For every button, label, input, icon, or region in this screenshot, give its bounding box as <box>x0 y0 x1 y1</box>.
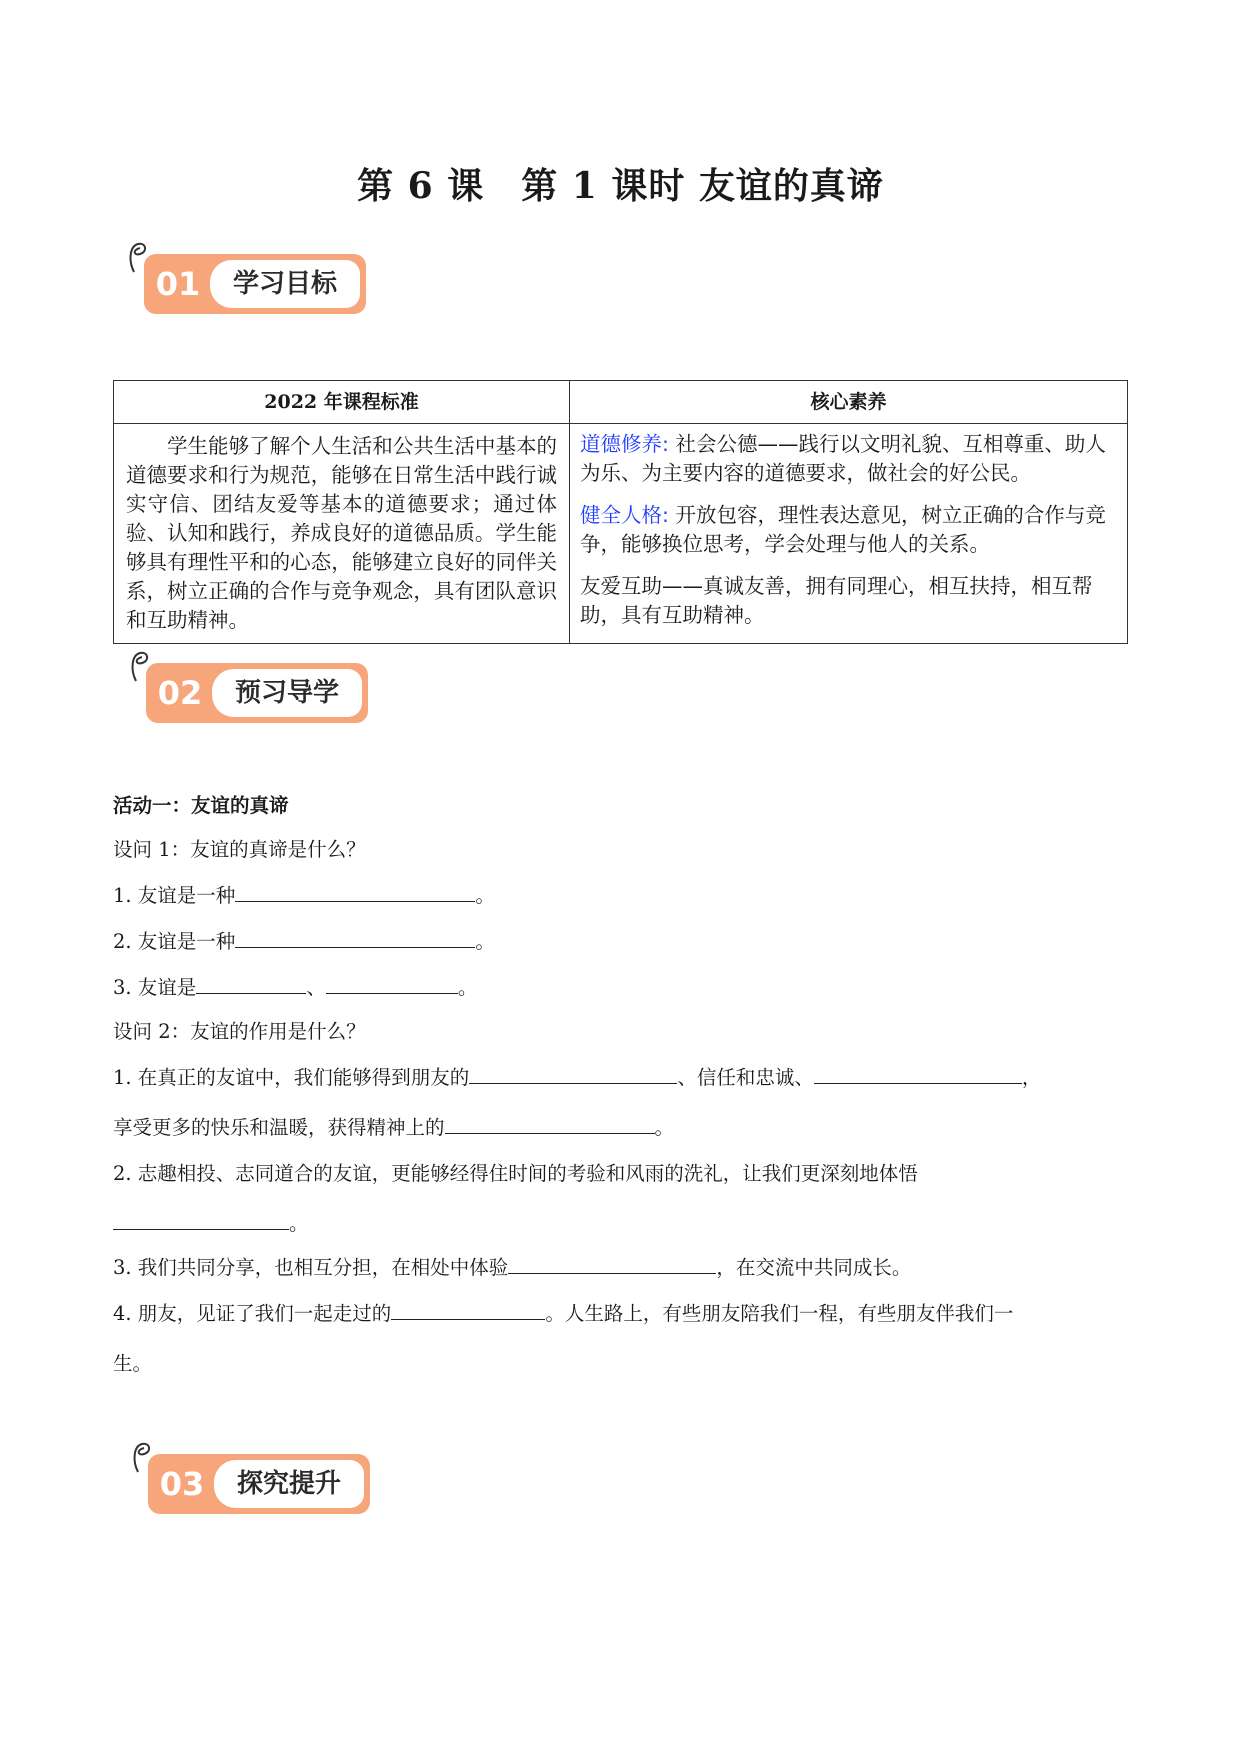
literacy-item <box>580 501 1117 559</box>
fill-blank[interactable] <box>235 927 475 948</box>
fill-blank[interactable] <box>113 1209 289 1230</box>
fill-blank[interactable] <box>326 973 458 994</box>
question-1: 设问 1：友谊的真谛是什么？ <box>113 838 366 861</box>
fill-blank[interactable] <box>445 1113 655 1134</box>
section-number: 03 <box>159 1465 205 1503</box>
literacy-text: 开放包容，理性表达意见，树立正确的合作与竞争，能够换位思考，学会处理与他人的关系。 <box>580 503 1106 556</box>
fill-blank[interactable] <box>235 881 475 902</box>
section-label: 探究提升 <box>214 1460 364 1508</box>
q2-item-1: 1. 在真正的友谊中，我们能够得到朋友的 、信任和忠诚、 ， <box>113 1062 1041 1090</box>
section-badge-01 <box>124 236 364 316</box>
q1-item-3: 3. 友谊是 、 。 <box>113 972 477 1000</box>
literacy-text: 社会公德——践行以文明礼貌、互相尊重、助人为乐、为主要内容的道德要求，做社会的好公民。 <box>580 432 1106 485</box>
literacy-key: 道德修养: <box>580 432 669 456</box>
q2-item-1-cont: 享受更多的快乐和温暖，获得精神上的 。 <box>113 1112 674 1140</box>
table-header-row <box>114 381 1128 424</box>
section-badge-02 <box>126 645 366 725</box>
section-label: 预习导学 <box>212 669 362 717</box>
fill-blank[interactable] <box>196 973 306 994</box>
page-title: 第 6 课 第 1 课时 友谊的真谛 <box>357 165 884 207</box>
q2-item-2-cont: 。 <box>113 1208 309 1236</box>
q2-item-4-cont: 生。 <box>113 1352 153 1375</box>
question-2: 设问 2：友谊的作用是什么？ <box>113 1020 366 1043</box>
q1-item-1: 1. 友谊是一种 。 <box>113 880 495 908</box>
table-header-literacy: 核心素养 <box>570 381 1128 424</box>
literacy-cell <box>570 424 1128 644</box>
activity-heading: 活动一：友谊的真谛 <box>113 794 289 817</box>
literacy-item <box>580 572 1117 630</box>
literacy-key: 健全人格: <box>580 503 669 527</box>
section-number: 02 <box>157 674 203 712</box>
q2-item-3: 3. 我们共同分享，也相互分担，在相处中体验 ，在交流中共同成长。 <box>113 1252 911 1280</box>
section-badge-03 <box>128 1436 368 1516</box>
fill-blank[interactable] <box>814 1063 1022 1084</box>
q2-item-2: 2. 志趣相投、志同道合的友谊，更能够经得住时间的考验和风雨的洗礼，让我们更深刻地体悟 <box>113 1162 918 1185</box>
section-label: 学习目标 <box>210 260 360 308</box>
table-row <box>114 424 1128 644</box>
section-number: 01 <box>155 265 201 303</box>
fill-blank[interactable] <box>508 1253 716 1274</box>
curriculum-standards-table <box>113 380 1128 644</box>
literacy-item <box>580 430 1117 488</box>
table-header-standard: 2022 年课程标准 <box>114 381 570 424</box>
q2-item-4: 4. 朋友，见证了我们一起走过的 。人生路上，有些朋友陪我们一程，有些朋友伴我们一 <box>113 1298 1013 1326</box>
literacy-text: 友爱互助——真诚友善，拥有同理心，相互扶持，相互帮助，具有互助精神。 <box>580 574 1093 627</box>
standard-text: 学生能够了解个人生活和公共生活中基本的道德要求和行为规范，能够在日常生活中践行诚实守信、团结友爱等基本的道德要求；通过体验、认知和践行，养成良好的道德品质。学生能够具有理性平和的心态，能够建立良好的同伴关系，树立正确的合作与竞争观念，具有团队意识和互助精神。 <box>114 424 570 644</box>
q1-item-2: 2. 友谊是一种 。 <box>113 926 495 954</box>
fill-blank[interactable] <box>391 1299 545 1320</box>
fill-blank[interactable] <box>469 1063 677 1084</box>
